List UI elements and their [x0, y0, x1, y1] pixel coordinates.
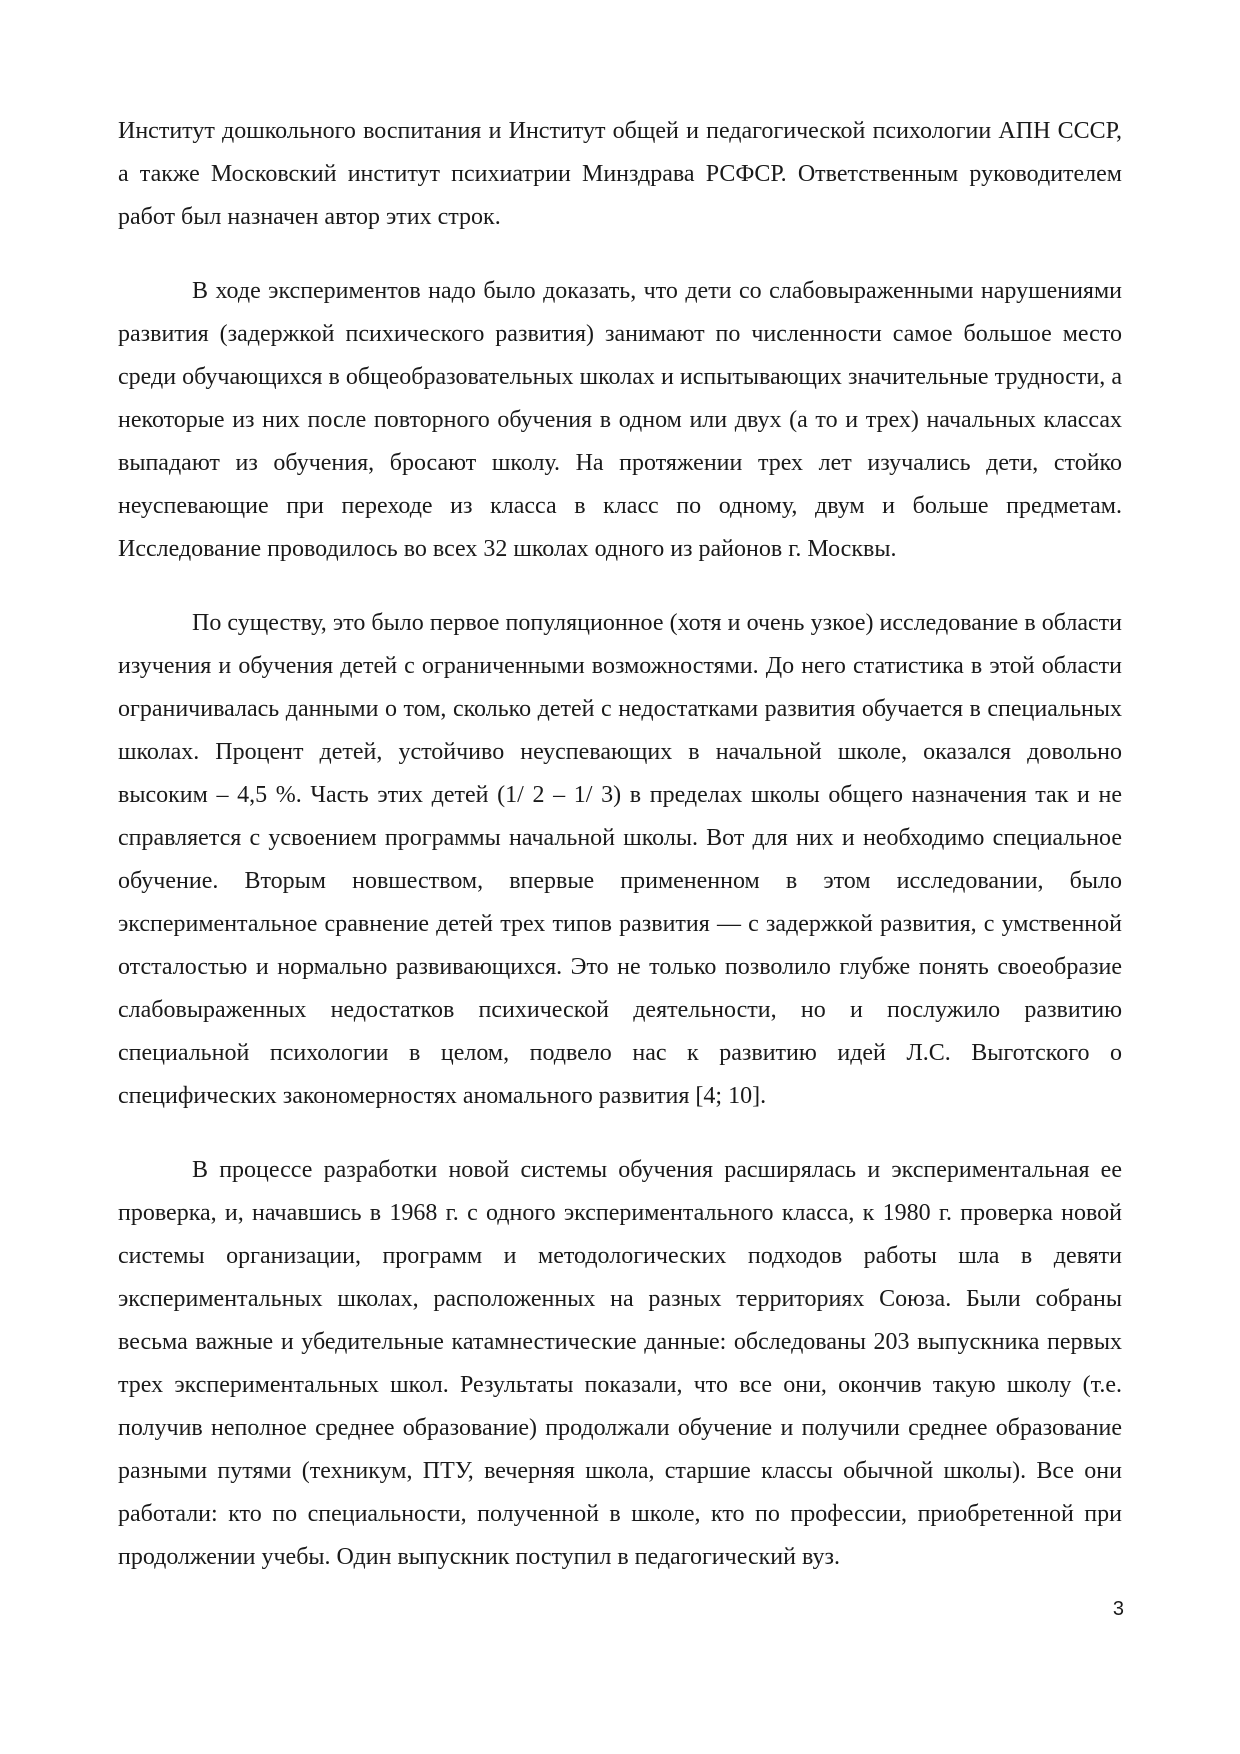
paragraph-new-system: В процессе разработки новой системы обучения расширялась и экспериментальная ее проверка, и, начавшись в 1968 г. с одного экспериментального класса, к 1980 г. проверка новой системы организации, программ и методологических подходов работы шла в девяти экспериментальных школах, расположенных на разных территориях Союза. Были собраны весьма важные и убедительные катамнестические данные: обследованы 203 выпускника первых трех экспериментальных школ. Результаты показали, что все они, окончив такую школу (т.е. получив неполное среднее образование) продолжали обучение и получили среднее образование разными путями (техникум, ПТУ, вечерняя школа, старшие классы обычной школы). Все они работали: кто по специальности, полученной в школе, кто по профессии, приобретенной при продолжении учебы. Один выпускник поступил в педагогический вуз.	[118, 1157, 1122, 1570]
page-number: 3	[1112, 1598, 1124, 1620]
paragraph-experiments: В ходе экспериментов надо было доказать, что дети со слабовыраженными нарушениями развития (задержкой психического развития) занимают по численности самое большое место среди обучающихся в общеобразовательных школах и испытывающих значительные трудности, а некоторые из них после повторного обучения в одном или двух (а то и трех) начальных классах выпадают из обучения, бросают школу. На протяжении трех лет изучались дети, стойко неуспевающие при переходе из класса в класс по одному, двум и больше предметам. Исследование проводилось во всех 32 школах одного из районов г. Москвы.	[118, 278, 1122, 562]
paragraph-population-study: По существу, это было первое популяционное (хотя и очень узкое) исследование в области изучения и обучения детей с ограниченными возможностями. До него статистика в этой области ограничивалась данными о том, сколько детей с недостатками развития обучается в специальных школах. Процент детей, устойчиво неуспевающих в начальной школе, оказался довольно высоким – 4,5 %. Часть этих детей (1/ 2 – 1/ 3) в пределах школы общего назначения так и не справляется с усвоением программы начальной школы. Вот для них и необходимо специальное обучение. Вторым новшеством, впервые примененном в этом исследовании, было экспериментальное сравнение детей трех типов развития — с задержкой развития, с умственной отсталостью и нормально развивающихся. Это не только позволило глубже понять своеобразие слабовыраженных недостатков психической деятельности, но и послужило развитию специальной психологии в целом, подвело нас к развитию идей Л.С. Выготского о специфических закономерностях аномального развития [4; 10].	[118, 610, 1122, 1109]
document-body	[118, 110, 1122, 1579]
paragraph-continuation: Институт дошкольного воспитания и Институт общей и педагогической психологии АПН СССР, а также Московский институт психиатрии Минздрава РСФСР. Ответственным руководителем работ был назначен автор этих строк.	[118, 118, 1122, 230]
